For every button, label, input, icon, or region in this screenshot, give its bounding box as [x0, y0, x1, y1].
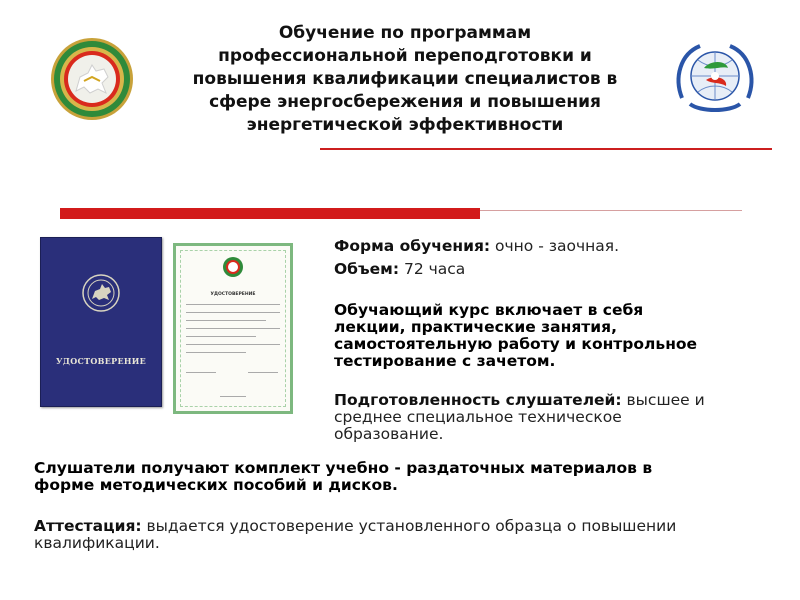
student-preparedness — [334, 392, 774, 443]
certificate-form-image — [173, 243, 293, 414]
form-label: Форма обучения: — [334, 237, 491, 255]
volume-label: Объем: — [334, 260, 400, 278]
certificate-signature-line — [248, 372, 278, 373]
course-info — [334, 238, 774, 284]
form-of-study — [334, 238, 774, 255]
certificate-text-line — [186, 304, 280, 305]
page-title — [170, 22, 640, 137]
attestation-note — [34, 518, 774, 552]
materials-line: форме методических пособий и дисков. — [34, 476, 398, 494]
certificate-text-line — [186, 352, 246, 353]
preparedness-label: Подготовленность слушателей: — [334, 391, 622, 409]
title-line: Обучение по программам — [278, 23, 532, 43]
course-line: тестирование с зачетом. — [334, 352, 556, 370]
title-line: повышения квалификации специалистов в — [192, 69, 618, 89]
attestation-label: Аттестация: — [34, 517, 142, 535]
certificate-booklet-image — [40, 237, 162, 407]
right-organization-logo — [670, 38, 760, 118]
course-line: Обучающий курс включает в себя — [334, 301, 644, 319]
course-volume — [334, 261, 774, 278]
preparedness-value: высшее и — [621, 391, 705, 409]
attestation-line: квалификации. — [34, 534, 160, 552]
course-line: самостоятельную работу и контрольное — [334, 335, 698, 353]
title-line: сфере энергосбережения и повышения — [209, 92, 601, 112]
certificate-signature-line — [186, 372, 216, 373]
preparedness-line: образование. — [334, 425, 444, 443]
form-value: очно - заочная. — [490, 237, 619, 255]
attestation-first-line — [34, 518, 774, 535]
preparedness-line: среднее специальное техническое — [334, 408, 622, 426]
course-line: лекции, практические занятия, — [334, 318, 617, 336]
title-line: профессиональной переподготовки и — [218, 46, 592, 66]
certificate-text-line — [186, 328, 280, 329]
title-line: энергетической эффективности — [246, 115, 564, 135]
title-divider — [320, 148, 772, 150]
materials-note — [34, 460, 774, 494]
certificate-text-line — [186, 312, 280, 313]
accent-bar-extension — [480, 210, 742, 211]
materials-line: Слушатели получают комплект учебно - раздаточных материалов в — [34, 459, 653, 477]
certificate-heading: УДОСТОВЕРЕНИЕ — [210, 292, 256, 297]
preparedness-first-line — [334, 392, 774, 409]
attestation-value: выдается удостоверение установленного образца о повышении — [141, 517, 677, 535]
booklet-emblem-icon — [81, 273, 121, 317]
certificate-text-line — [186, 344, 280, 345]
course-description — [334, 302, 774, 370]
certificate-text-line — [186, 320, 266, 321]
accent-bar — [60, 208, 480, 219]
booklet-title: УДОСТОВЕРЕНИЕ — [56, 356, 146, 366]
certificate-emblem-icon — [222, 256, 244, 278]
volume-value: 72 часа — [399, 260, 466, 278]
certificate-text-line — [186, 336, 256, 337]
certificate-stamp-line — [220, 396, 246, 397]
left-emblem-logo — [50, 37, 134, 121]
